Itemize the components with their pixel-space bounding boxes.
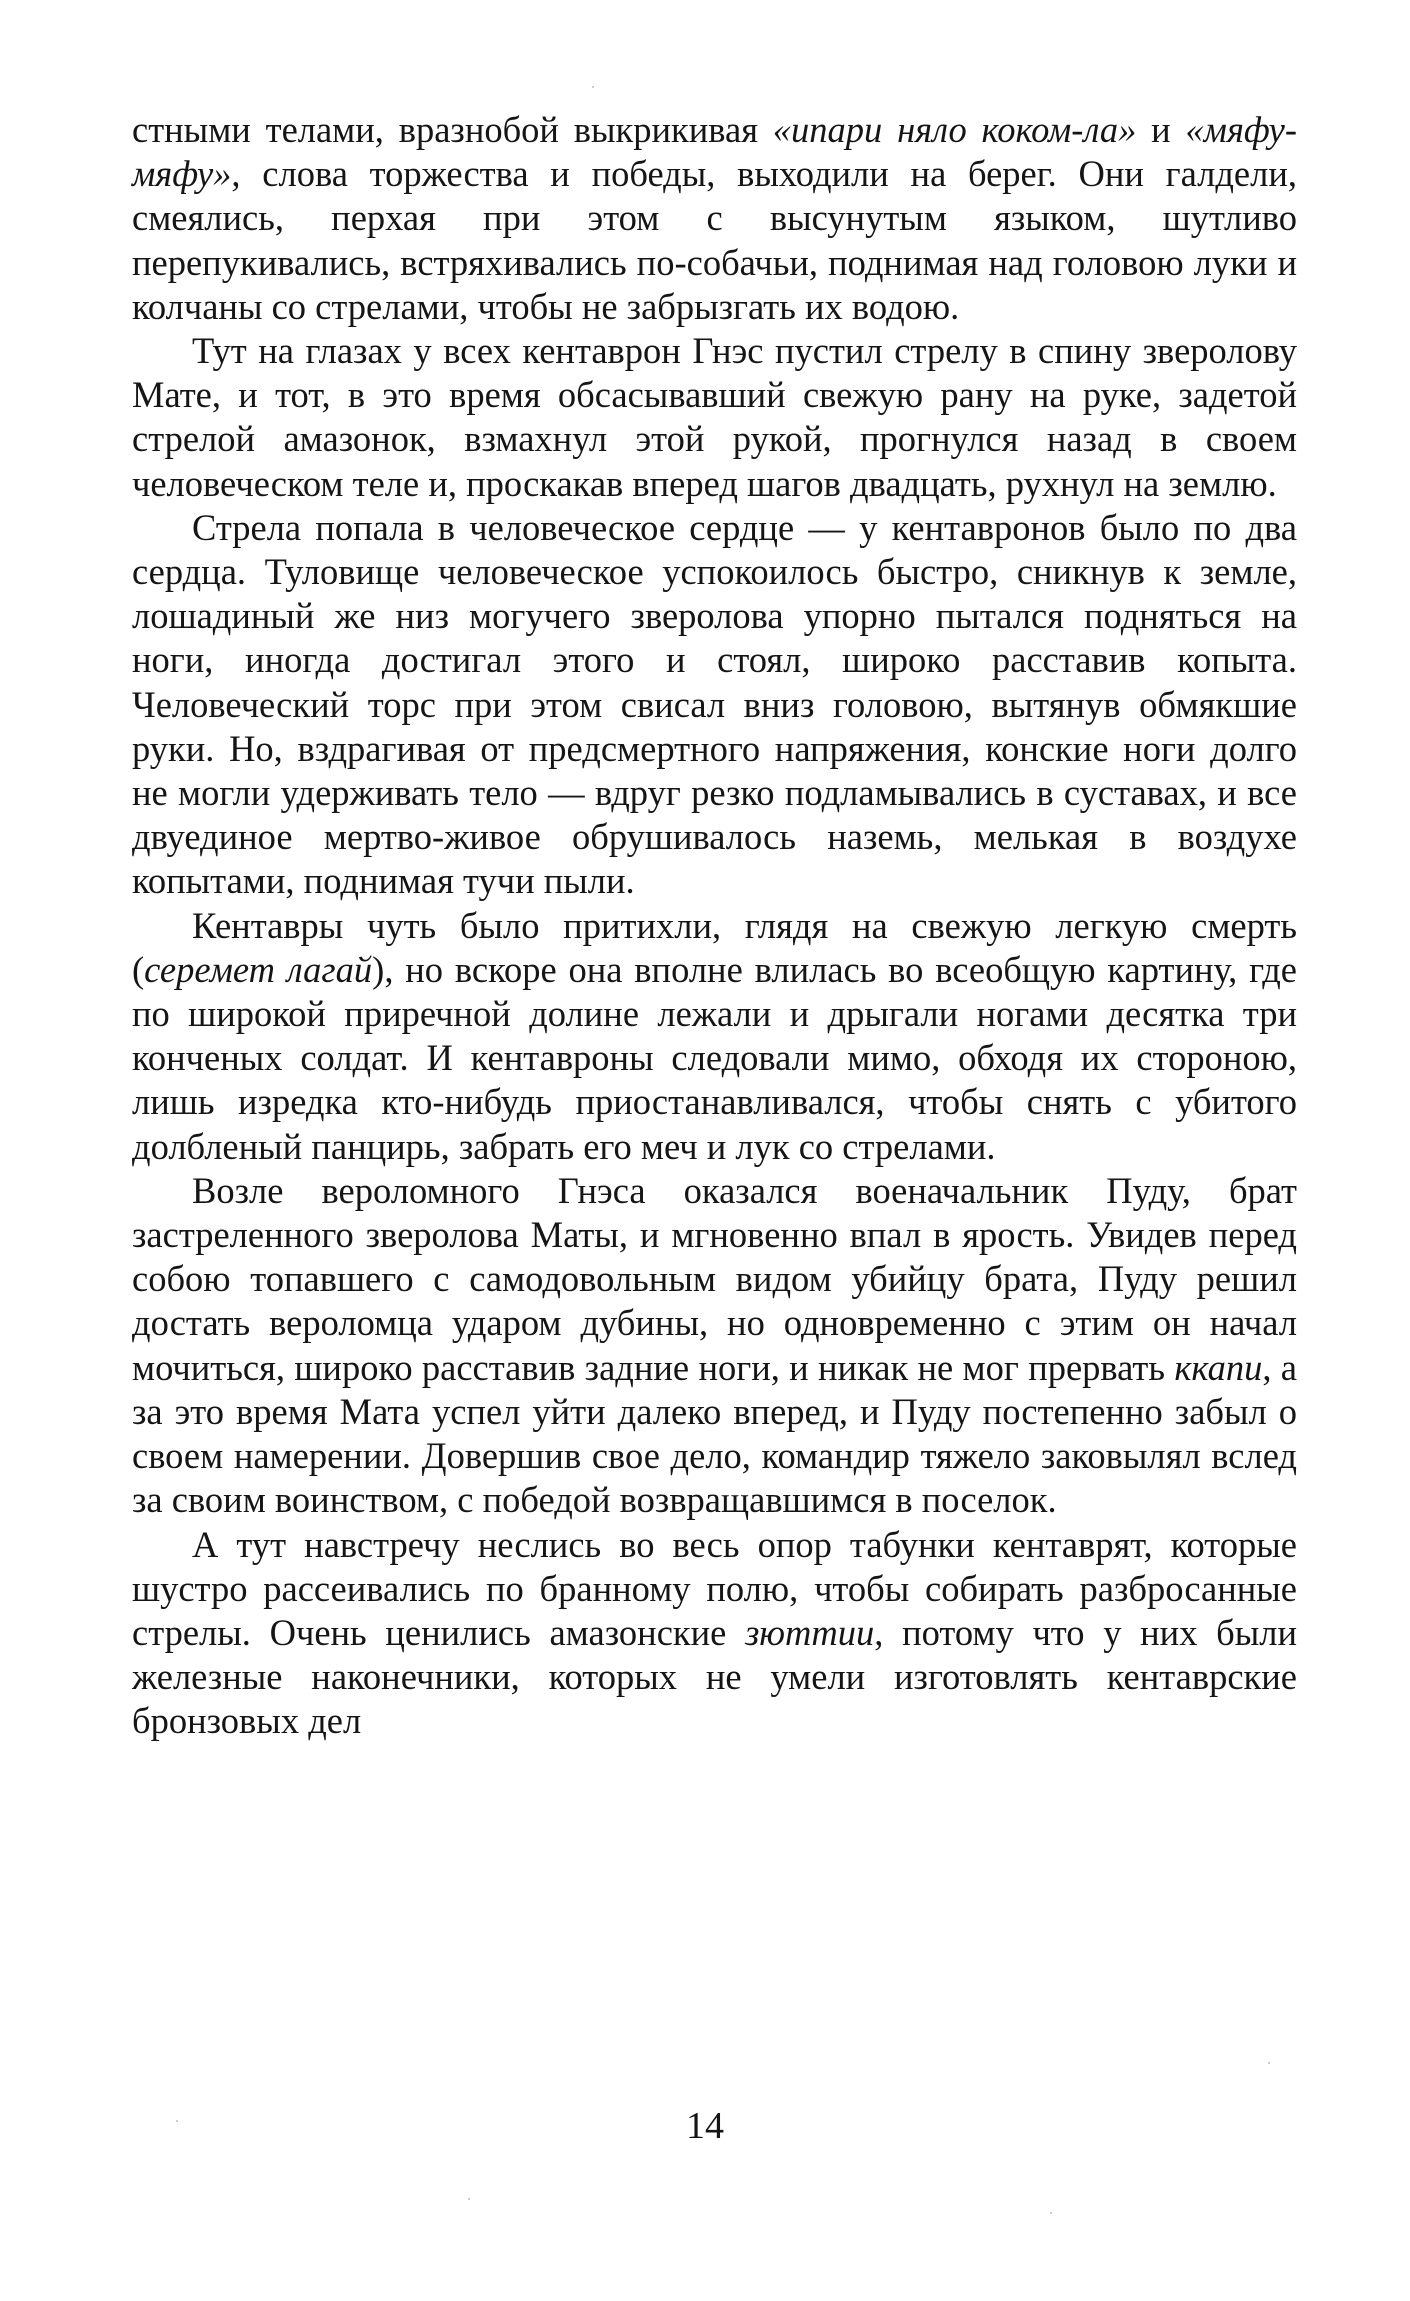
scan-speck xyxy=(592,86,594,88)
body-text xyxy=(132,108,1297,1744)
text-run: и xyxy=(1136,109,1186,150)
text-run: Кентавры чуть было притихли, глядя на свежую легкую смерть ( xyxy=(132,904,1297,990)
paragraph xyxy=(132,1523,1297,1744)
text-run: стными телами, вразнобой выкрикивая xyxy=(132,109,773,150)
scan-speck xyxy=(176,2120,178,2122)
italic-term: зюттии xyxy=(745,1611,875,1653)
paragraph xyxy=(132,904,1297,1169)
italic-term: серемет лагай xyxy=(144,948,373,990)
scan-speck xyxy=(1050,2212,1052,2214)
italic-term: ккапи xyxy=(1174,1346,1263,1388)
scan-speck xyxy=(1268,2062,1270,2064)
text-run: А тут навстречу неслись во весь опор табунки кентаврят, которые шустро рассеивались по бранному полю, чтобы собирать разбросанные стрелы. Очень ценились амазонские xyxy=(132,1523,1297,1653)
paragraph xyxy=(132,329,1297,506)
paragraph xyxy=(132,506,1297,904)
paragraph xyxy=(132,1169,1297,1523)
italic-term: «ипари няло коком-ла» xyxy=(772,109,1137,150)
text-run: Тут на глазах у всех кентаврон Гнэс пустил стрелу в спину зверолову Мате, и тот, в это время обсасывавший свежую рану на руке, задетой стрелой амазонок, взмахнул этой рукой, прогнулся назад в своем человеческом теле и, проскакав вперед шагов двадцать, рухнул на землю. xyxy=(132,330,1297,504)
text-run: , слова торжества и победы, выходили на берег. Они галдели, смеялись, перхая при этом с высунутым языком, шутливо перепукивались, встряхивались по-собачьи, поднимая над головою луки и колчаны со стрелами, чтобы не забрызгать их водою. xyxy=(132,153,1297,327)
scan-speck xyxy=(468,2198,470,2200)
text-run: , потому что у них были железные наконечники, которых не умели изготовлять кентаврские бронзовых дел xyxy=(132,1611,1297,1742)
text-run: Стрела попала в человеческое сердце — у кентавронов было по два сердца. Туловище человеческое успокоилось быстро, сникнув к земле, лошадиный же низ могучего зверолова упорно пытался подняться на ноги, иногда достигал этого и стоял, широко расставив копыта. Человеческий торс при этом свисал вниз головою, вытянув обмякшие руки. Но, вздрагивая от предсмертного напряжения, конские ноги долго не могли удерживать тело — вдруг резко подламывались в суставах, и все двуединое мертво-живое обрушивалось наземь, мелькая в воздухе копытами, поднимая тучи пыли. xyxy=(132,506,1297,902)
italic-term: «мяфу-мяфу» xyxy=(132,109,1297,195)
paragraph xyxy=(132,108,1297,329)
text-run: Возле вероломного Гнэса оказался военачальник Пуду, брат застреленного зверолова Маты, и мгновенно впал в ярость. Увидев перед собою топавшего с самодовольным видом убийцу брата, Пуду решил достать вероломца ударом дубины, но одновременно с этим он начал мочиться, широко расставив задние ноги, и никак не мог прервать xyxy=(132,1169,1297,1388)
text-run: , а за это время Мата успел уйти далеко вперед, и Пуду постепенно забыл о своем намерении. Довершив свое дело, командир тяжело заковылял вслед за своим воинством, с победой возвращавшимся в поселок. xyxy=(132,1346,1298,1521)
text-run: ), но вскоре она вполне влилась во всеобщую картину, где по широкой приречной долине лежали и дрыгали ногами десятка три конченых солдат. И кентавроны следовали мимо, обходя их стороною, лишь изредка кто-нибудь приостанавливался, чтобы снять с убитого долбленый панцирь, забрать его меч и лук со стрелами. xyxy=(132,948,1298,1167)
page-number: 14 xyxy=(686,2105,724,2147)
